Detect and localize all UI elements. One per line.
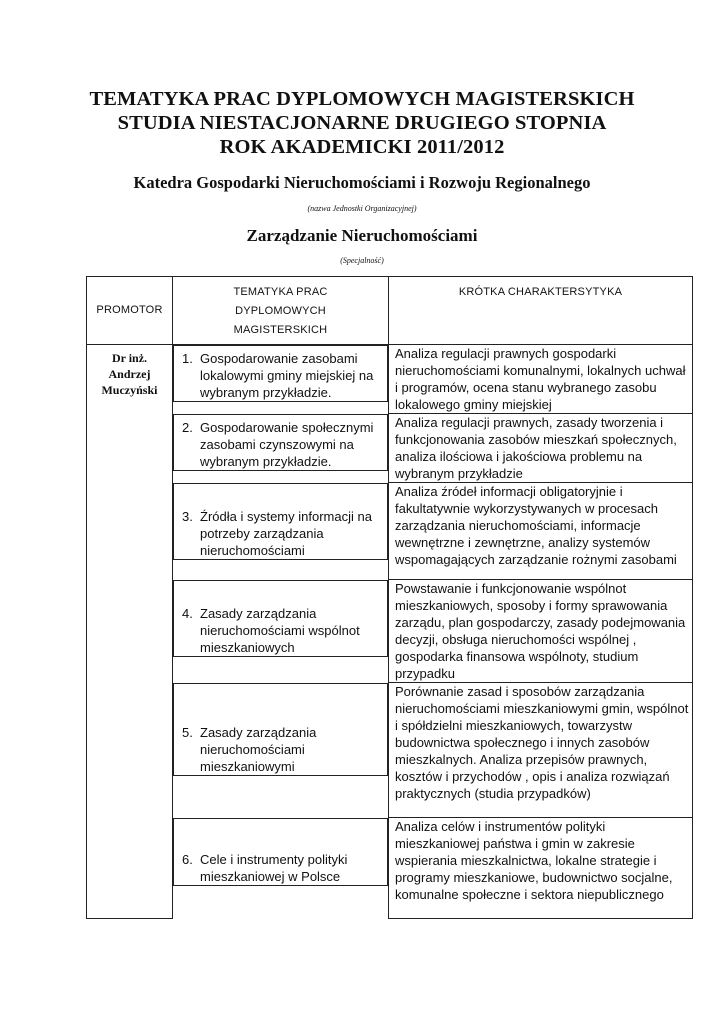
header-description-label: KRÓTKA CHARAKTERSYTYKA	[458, 286, 623, 298]
topic-text: Cele i instrumenty polityki mieszkaniowej w Polsce	[200, 851, 348, 884]
header-topics-label: TEMATYKA PRAC DYPLOMOWYCH MAGISTERSKICH	[233, 286, 328, 336]
header-topics	[173, 277, 389, 345]
topic-cell	[173, 414, 388, 471]
topic-cell	[173, 345, 388, 402]
specialty-note: (Specjalność)	[340, 256, 384, 265]
table-row	[87, 414, 693, 483]
header-promotor-label: PROMOTOR	[96, 304, 163, 316]
promotor-cell	[87, 345, 173, 919]
description-cell: Analiza celów i instrumentów polityki mieszkaniowej państwa i gmin w zakresie wspierania mieszkalnictwa, lokalne strategie i programy mieszkaniowe, budownictwo socjalne, komunalne społeczne i sektora niepublicznego	[389, 818, 693, 919]
promotor-title: Dr inż.	[111, 351, 148, 365]
description-cell: Analiza źródeł informacji obligatoryjnie i fakultatywnie wykorzystywanych w procesach zarządzania nieruchomościami, informacje wewnętrzne i zewnętrzne, analizy systemów wspomagających zarządzanie rożnymi zasobami	[389, 483, 693, 580]
promotor-last-name: Muczyński	[101, 383, 158, 397]
topic-number: 3.	[182, 508, 193, 524]
table-row	[87, 580, 693, 683]
topic-number: 2.	[182, 419, 193, 435]
topic-text: Gospodarowanie zasobami lokalowymi gminy miejskiej na wybranym przykładzie.	[200, 351, 374, 400]
topics-table	[86, 276, 693, 919]
topic-text: Gospodarowanie społecznymi zasobami czynszowymi na wybranym przykładzie.	[200, 419, 374, 469]
header-description	[389, 277, 693, 345]
topic-text: Źródła i systemy informacji na potrzeby zarządzania nieruchomościami	[200, 508, 372, 558]
topic-cell	[173, 483, 388, 560]
title-line-1: TEMATYKA PRAC DYPLOMOWYCH MAGISTERSKICH	[89, 88, 635, 110]
topic-text: Zasady zarządzania nieruchomościami wspólnot mieszkaniowych	[200, 605, 360, 655]
specialty-name: Zarządzanie Nieruchomościami	[246, 226, 478, 245]
table-header-row	[87, 277, 693, 345]
table-row	[87, 483, 693, 580]
unit-note: (nazwa Jednostki Organizacyjnej)	[307, 204, 417, 213]
topic-text: Zasady zarządzania nieruchomościami mieszkaniowymi	[200, 724, 317, 774]
title-line-3: ROK AKADEMICKI 2011/2012	[219, 136, 505, 158]
description-cell: Powstawanie i funkcjonowanie wspólnot mieszkaniowych, sposoby i formy sprawowania zarządu, plan gospodarczy, zasady podejmowania decyzji, obsługa nieruchomości wspólnej , gospodarka finansowa wspólnoty, studium przypadku	[389, 580, 693, 683]
table-row	[87, 345, 693, 414]
topic-cell	[173, 683, 388, 776]
topic-number: 4.	[182, 605, 193, 621]
promotor-first-name: Andrzej	[108, 367, 151, 381]
topic-number: 1.	[182, 351, 193, 366]
topic-cell	[173, 580, 388, 657]
description-cell: Analiza regulacji prawnych gospodarki nieruchomościami komunalnymi, lokalnych uchwał i programów, ocena stanu wybranego zasobu lokalowego gminy miejskiej	[389, 345, 693, 414]
header-promotor	[87, 277, 173, 345]
table-row	[87, 683, 693, 818]
title-line-2: STUDIA NIESTACJONARNE DRUGIEGO STOPNIA	[117, 112, 607, 134]
topic-number: 6.	[182, 851, 193, 867]
topic-number: 5.	[182, 724, 193, 740]
description-cell: Analiza regulacji prawnych, zasady tworzenia i funkcjonowania zasobów mieszkań społecznych, analiza ilościowa i jakościowa problemu na wybranym przykładzie	[389, 414, 693, 483]
unit-name: Katedra Gospodarki Nieruchomościami i Rozwoju Regionalnego	[133, 173, 591, 192]
table-row	[87, 818, 693, 919]
topic-cell	[173, 818, 388, 886]
description-cell: Porównanie zasad i sposobów zarządzania nieruchomościami mieszkaniowymi gmin, wspólnot i spółdzielni mieszkaniowych, towarzystw budownictwa społecznego i innych zasobów mieszkalnych. Analiza przepisów prawnych, kosztów i przychodów , opis i analiza rozwiązań praktycznych (studia przypadków)	[389, 683, 693, 818]
